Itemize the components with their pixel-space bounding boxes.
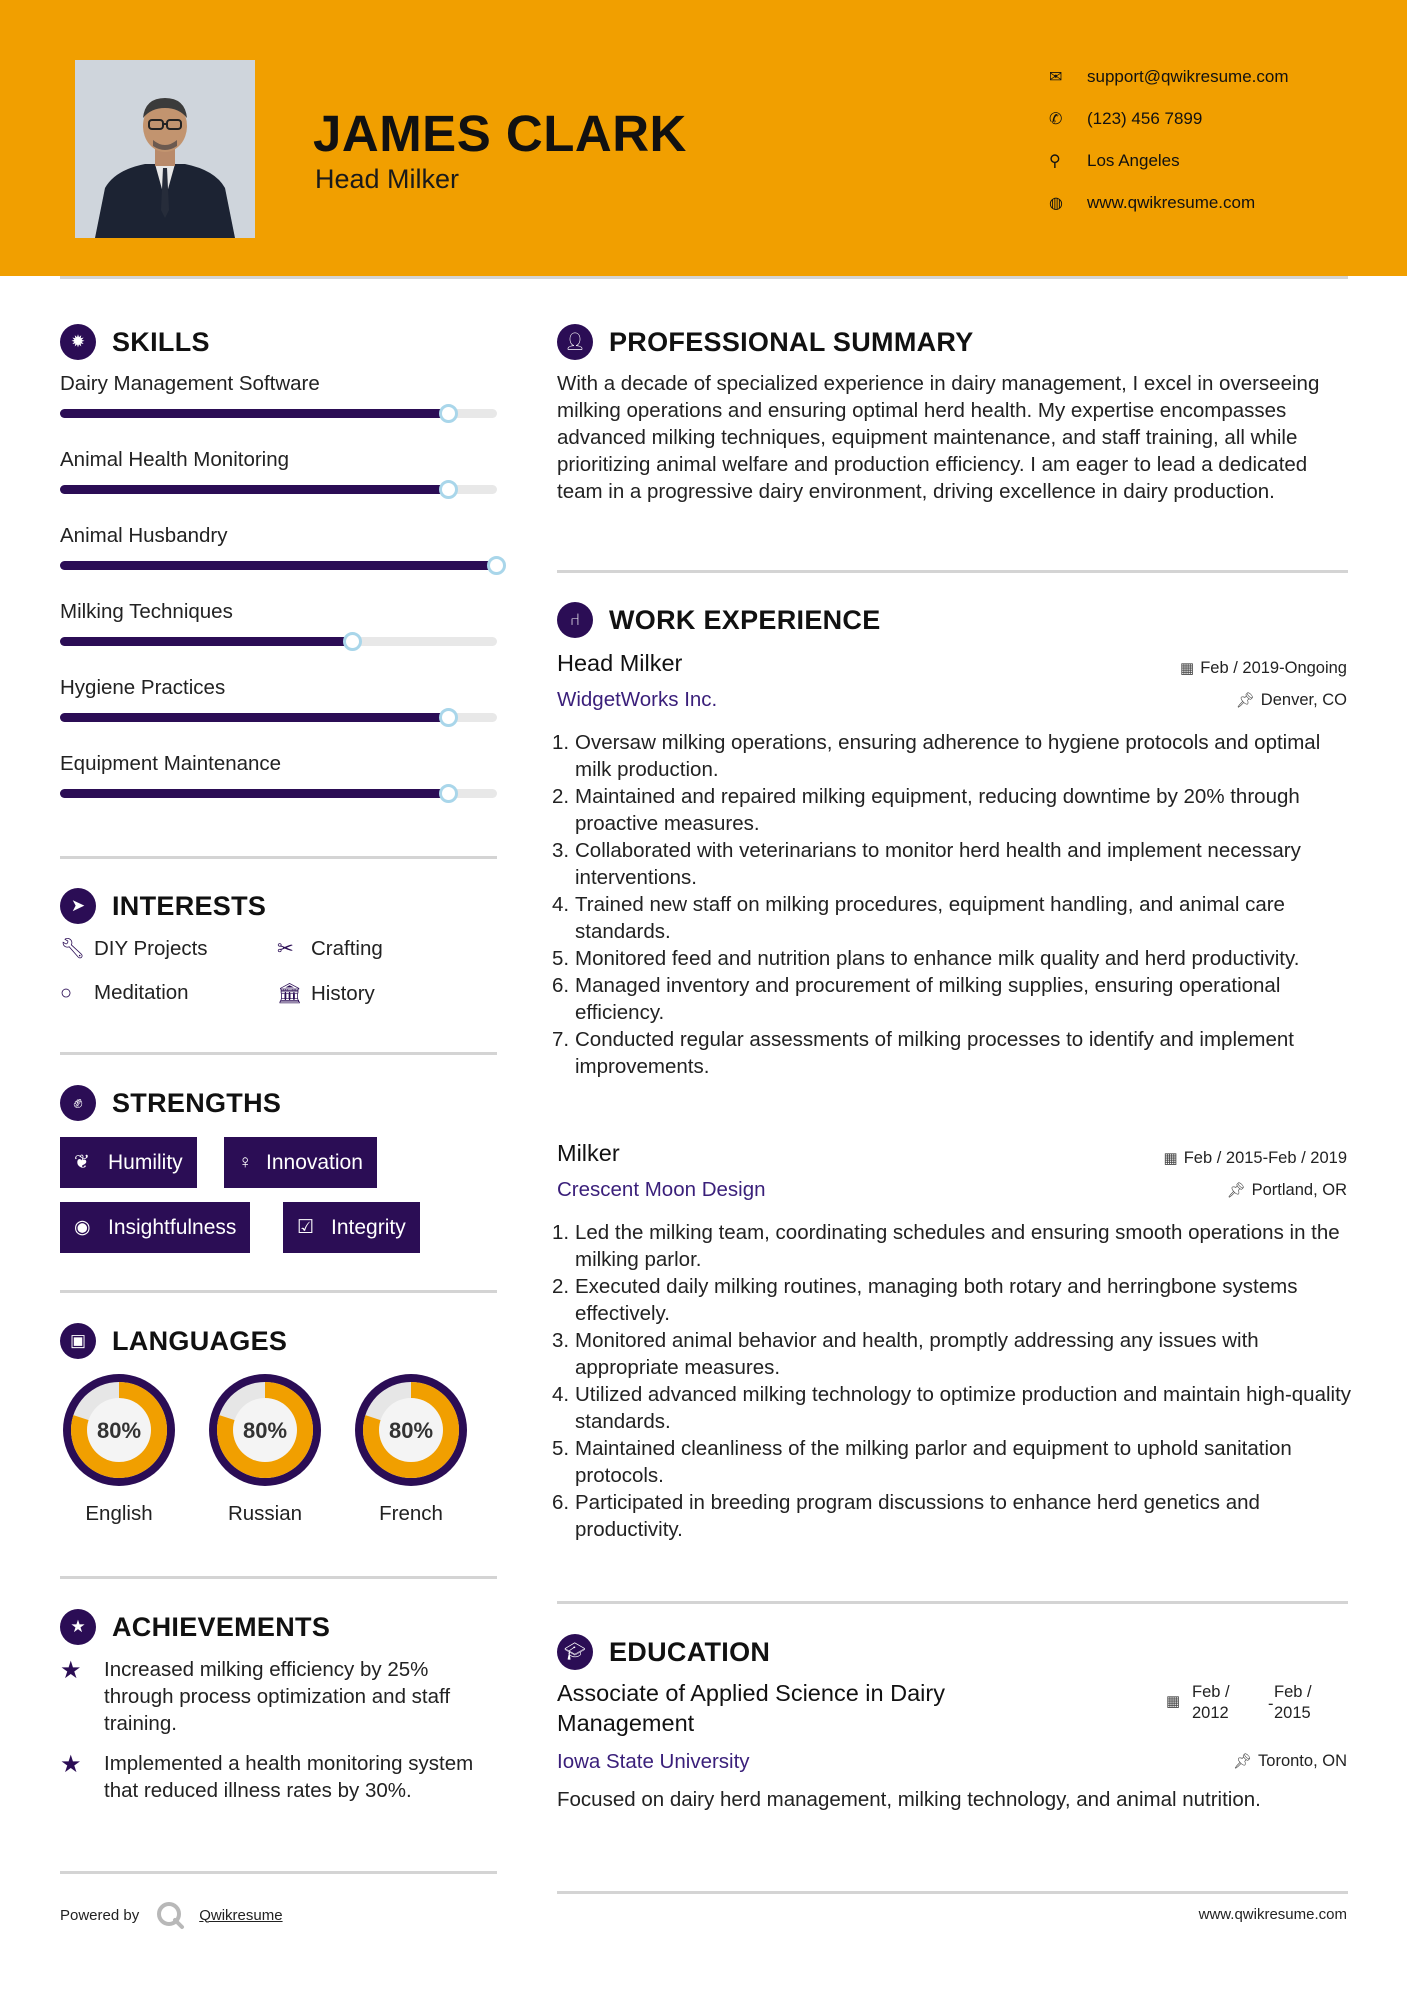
interest-item <box>60 981 189 1005</box>
job-bullet <box>552 972 1357 1026</box>
contact-location <box>1049 140 1389 182</box>
profile-photo <box>75 60 255 238</box>
job-title: Milker <box>557 1140 620 1166</box>
job-location-text: Denver, CO <box>1260 691 1347 709</box>
achievement-item <box>60 1656 500 1737</box>
strengths-title: STRENGTHS <box>112 1087 282 1118</box>
strength-label: Humility <box>108 1150 183 1174</box>
qwikresume-link[interactable]: Qwikresume <box>199 1906 283 1924</box>
skill-bar-fill <box>60 637 353 646</box>
skill-name: Milking Techniques <box>60 600 233 623</box>
strengths-heading <box>60 1085 281 1121</box>
education-start-date <box>1166 1682 1230 1724</box>
skill-item <box>60 600 497 624</box>
job-dates <box>1164 1149 1347 1168</box>
language-card-icon: ▣ <box>60 1323 96 1359</box>
section-divider <box>60 1052 497 1055</box>
eye-icon: ◉ <box>74 1217 91 1238</box>
education-title: EDUCATION <box>609 1636 771 1667</box>
education-end-year: 2015 <box>1274 1704 1311 1722</box>
fist-icon: ✊︎ <box>60 1085 96 1121</box>
bullet-text: Executed daily milking routines, managing both rotary and herringbone systems effectively. <box>575 1275 1298 1325</box>
bullet-text: Monitored animal behavior and health, promptly addressing any issues with appropriate measures. <box>575 1329 1259 1379</box>
interest-item <box>277 936 383 961</box>
section-divider <box>60 1576 497 1579</box>
job-title: Head Milker <box>557 650 683 676</box>
museum-icon: 🏛︎ <box>277 983 303 1005</box>
interest-label: Meditation <box>94 981 189 1004</box>
section-divider <box>60 1290 497 1293</box>
skills-title: SKILLS <box>112 326 210 357</box>
skill-bar-fill <box>60 485 449 494</box>
footer-website-link[interactable]: www.qwikresume.com <box>1198 1906 1347 1923</box>
achievement-text: Increased milking efficiency by 25% through process optimization and staff training. <box>104 1658 451 1735</box>
strength-tag <box>283 1202 420 1253</box>
language-item <box>57 1368 181 1526</box>
skill-item <box>60 676 497 700</box>
interest-label: History <box>311 981 375 1005</box>
bullet-text: Maintained cleanliness of the milking parlor and equipment to uphold sanitation protocols. <box>575 1437 1292 1487</box>
header-divider <box>60 276 1348 279</box>
section-divider <box>557 1891 1348 1894</box>
education-degree: Associate of Applied Science in Dairy Management <box>557 1680 945 1736</box>
calendar-icon: ▦ <box>1163 1150 1178 1167</box>
skill-name: Animal Husbandry <box>60 524 228 547</box>
experience-title: WORK EXPERIENCE <box>609 604 881 635</box>
language-gauge <box>203 1368 327 1492</box>
strength-tag <box>224 1137 377 1188</box>
job-bullet <box>552 1026 1357 1080</box>
candidate-name: JAMES CLARK <box>313 105 687 162</box>
achievements-title: ACHIEVEMENTS <box>112 1611 331 1642</box>
skill-bar-knob <box>343 632 362 651</box>
language-gauge <box>349 1368 473 1492</box>
job-bullet <box>552 1435 1357 1489</box>
bullet-number: 3. <box>552 839 570 862</box>
education-location-text: Toronto, ON <box>1258 1752 1347 1770</box>
star-icon: ★ <box>60 1657 82 1684</box>
bullet-number: 6. <box>552 1491 570 1514</box>
skill-name: Animal Health Monitoring <box>60 448 290 471</box>
contact-phone-text: (123) 456 7899 <box>1087 109 1203 128</box>
skill-bar-knob <box>439 480 458 499</box>
language-gauge <box>57 1368 181 1492</box>
phone-icon: ✆ <box>1049 111 1063 128</box>
skill-name: Hygiene Practices <box>60 676 226 699</box>
experience-heading <box>557 602 881 638</box>
language-item <box>203 1368 327 1526</box>
job-dates-text: Feb / 2019-Ongoing <box>1200 659 1347 677</box>
language-name: French <box>379 1502 443 1525</box>
language-name: Russian <box>227 1502 303 1525</box>
skill-bar-knob <box>439 784 458 803</box>
job-bullet <box>552 1327 1357 1381</box>
skill-bar <box>60 485 497 494</box>
education-description: Focused on dairy herd management, milking technology, and animal nutrition. <box>557 1788 1261 1811</box>
job-bullet <box>552 945 1357 972</box>
education-heading <box>557 1634 770 1670</box>
skill-bar-fill <box>60 409 449 418</box>
education-start-month: Feb / <box>1192 1683 1230 1701</box>
bullet-number: 1. <box>552 1221 570 1244</box>
bullet-number: 4. <box>552 1383 570 1406</box>
bullet-text: Trained new staff on milking procedures, equipment handling, and animal care standards. <box>575 893 1285 943</box>
job-bullets <box>552 1219 1357 1543</box>
languages-title: LANGUAGES <box>112 1325 288 1356</box>
calendar-icon: ▦ <box>1166 1693 1181 1710</box>
languages-heading <box>60 1323 287 1359</box>
circle-icon: ○ <box>60 981 73 1004</box>
gauge-percent-label: 80% <box>96 1418 142 1443</box>
contact-phone[interactable] <box>1049 98 1389 140</box>
star-icon: ★ <box>60 1751 82 1778</box>
interest-label: DIY Projects <box>94 936 208 960</box>
interests-heading <box>60 888 266 924</box>
job-company[interactable]: WidgetWorks Inc. <box>557 688 718 711</box>
job-location-text: Portland, OR <box>1251 1181 1347 1199</box>
achievements-heading <box>60 1609 330 1645</box>
interest-label: Crafting <box>311 936 383 960</box>
education-start-year: 2012 <box>1192 1704 1229 1722</box>
skill-name: Dairy Management Software <box>60 372 320 395</box>
skill-bar <box>60 789 497 798</box>
calendar-icon: ▦ <box>1180 660 1195 677</box>
bullet-number: 2. <box>552 1275 570 1298</box>
skill-bar <box>60 637 497 646</box>
envelope-icon: ✉ <box>1049 69 1063 86</box>
skill-bar-fill <box>60 713 449 722</box>
language-item <box>349 1368 473 1526</box>
bullet-number: 3. <box>552 1329 570 1352</box>
star-badge-icon: ★ <box>60 1609 96 1645</box>
job-bullets <box>552 729 1357 1080</box>
job-location <box>1227 1181 1347 1200</box>
graduation-icon: 🎓︎ <box>557 1634 593 1670</box>
strength-tag <box>60 1202 250 1253</box>
achievement-item <box>60 1750 500 1804</box>
education-location <box>1233 1752 1347 1771</box>
job-bullet <box>552 837 1357 891</box>
job-bullet <box>552 1219 1357 1273</box>
strength-label: Innovation <box>266 1150 363 1174</box>
strength-label: Integrity <box>331 1215 406 1239</box>
bullet-number: 2. <box>552 785 570 808</box>
gauge-percent-label: 80% <box>388 1418 434 1443</box>
gauge-percent-label: 80% <box>242 1418 288 1443</box>
job-bullet <box>552 729 1357 783</box>
lightbulb-icon: ✹ <box>60 324 96 360</box>
pushpin-icon: 📌︎ <box>1232 1753 1253 1770</box>
footer-powered-by <box>60 1900 283 1930</box>
language-name: English <box>85 1502 153 1525</box>
contact-info <box>1049 56 1389 224</box>
paper-plane-icon: ➤ <box>60 888 96 924</box>
candidate-role: Head Milker <box>315 164 460 194</box>
bullet-number: 5. <box>552 947 570 970</box>
education-end-month: Feb / <box>1274 1683 1312 1701</box>
achievement-text: Implemented a health monitoring system that reduced illness rates by 30%. <box>104 1752 474 1802</box>
job-company[interactable]: Crescent Moon Design <box>557 1178 766 1201</box>
education-school[interactable]: Iowa State University <box>557 1750 750 1773</box>
job-bullet <box>552 1381 1357 1435</box>
summary-title: PROFESSIONAL SUMMARY <box>609 326 974 357</box>
job-dates <box>1180 659 1347 678</box>
interest-item <box>60 936 208 961</box>
bullet-number: 6. <box>552 974 570 997</box>
skill-bar <box>60 409 497 418</box>
section-divider <box>557 570 1348 573</box>
scissors-icon: ✂ <box>277 938 294 960</box>
leaf-icon: ❦ <box>74 1152 90 1173</box>
wrench-icon: 🔧︎ <box>60 938 86 960</box>
bullet-number: 5. <box>552 1437 570 1460</box>
contact-website[interactable] <box>1049 182 1389 224</box>
profile-photo-illustration <box>75 60 255 238</box>
skill-bar <box>60 713 497 722</box>
globe-icon: ◍ <box>1049 195 1063 212</box>
skill-bar-fill <box>60 561 497 570</box>
skills-heading <box>60 324 210 360</box>
check-square-icon: ☑ <box>297 1217 315 1238</box>
skill-item <box>60 448 497 472</box>
section-divider <box>557 1601 1348 1604</box>
section-divider <box>60 1871 497 1874</box>
bullet-number: 4. <box>552 893 570 916</box>
job-bullet <box>552 891 1357 945</box>
pushpin-icon: 📌︎ <box>1226 1182 1246 1199</box>
skill-item <box>60 524 497 548</box>
skill-bar-knob <box>487 556 506 575</box>
bullet-text: Maintained and repaired milking equipment, reducing downtime by 20% through proactive measures. <box>575 785 1300 835</box>
contact-location-text: Los Angeles <box>1087 151 1180 170</box>
bullet-number: 1. <box>552 731 570 754</box>
education-date-separator: - <box>1268 1695 1274 1713</box>
interest-item <box>277 981 375 1006</box>
contact-email[interactable] <box>1049 56 1389 98</box>
powered-by-text: Powered by <box>60 1906 140 1924</box>
bullet-text: Collaborated with veterinarians to monitor herd health and implement necessary interventions. <box>575 839 1301 889</box>
job-bullet <box>552 1273 1357 1327</box>
skill-bar-knob <box>439 708 458 727</box>
contact-website-text: www.qwikresume.com <box>1087 193 1256 212</box>
bullet-text: Participated in breeding program discussions to enhance herd genetics and productivity. <box>575 1491 1260 1541</box>
bullet-number: 7. <box>552 1028 570 1051</box>
skill-bar <box>60 561 497 570</box>
skill-bar-knob <box>439 404 458 423</box>
bullet-text: Monitored feed and nutrition plans to enhance milk quality and herd productivity. <box>575 947 1300 970</box>
summary-heading <box>557 324 974 360</box>
skill-item <box>60 752 497 776</box>
map-pin-icon: ⚲ <box>1049 153 1061 170</box>
bullet-text: Managed inventory and procurement of milking supplies, ensuring operational efficiency. <box>575 974 1281 1024</box>
office-chair-icon: ⑁ <box>557 602 593 638</box>
qwikresume-logo-icon <box>155 1900 185 1930</box>
bullet-text: Led the milking team, coordinating schedules and ensuring smooth operations in the milking parlor. <box>575 1221 1340 1271</box>
strength-label: Insightfulness <box>108 1215 237 1239</box>
skill-bar-fill <box>60 789 449 798</box>
job-location <box>1236 691 1347 710</box>
job-bullet <box>552 783 1357 837</box>
bullet-text: Utilized advanced milking technology to optimize production and maintain high-quality standards. <box>575 1383 1352 1433</box>
strength-tag <box>60 1137 197 1188</box>
contact-email-text: support@qwikresume.com <box>1087 67 1289 86</box>
education-end-date <box>1274 1682 1312 1724</box>
interests-title: INTERESTS <box>112 890 267 921</box>
job-dates-text: Feb / 2015-Feb / 2019 <box>1183 1149 1347 1167</box>
user-icon: 👤︎ <box>557 324 593 360</box>
bullet-text: Conducted regular assessments of milking processes to identify and implement improvements. <box>575 1028 1294 1078</box>
section-divider <box>60 856 497 859</box>
skill-item <box>60 372 497 396</box>
lightbulb-icon: ♀ <box>238 1151 253 1173</box>
job-bullet <box>552 1489 1357 1543</box>
resume-header <box>0 0 1407 276</box>
summary-text: With a decade of specialized experience in dairy management, I excel in overseeing milking operations and ensuring optimal herd health. My expertise encompasses advanced milking techniques, equipment maintenance, and staff training, all while prioritizing animal welfare and production efficiency. I am eager to lead a dedicated team in a progressive dairy environment, driving excellence in dairy production. <box>557 372 1320 503</box>
pushpin-icon: 📌︎ <box>1235 692 1255 709</box>
bullet-text: Oversaw milking operations, ensuring adherence to hygiene protocols and optimal milk production. <box>575 731 1321 781</box>
skill-name: Equipment Maintenance <box>60 752 282 775</box>
